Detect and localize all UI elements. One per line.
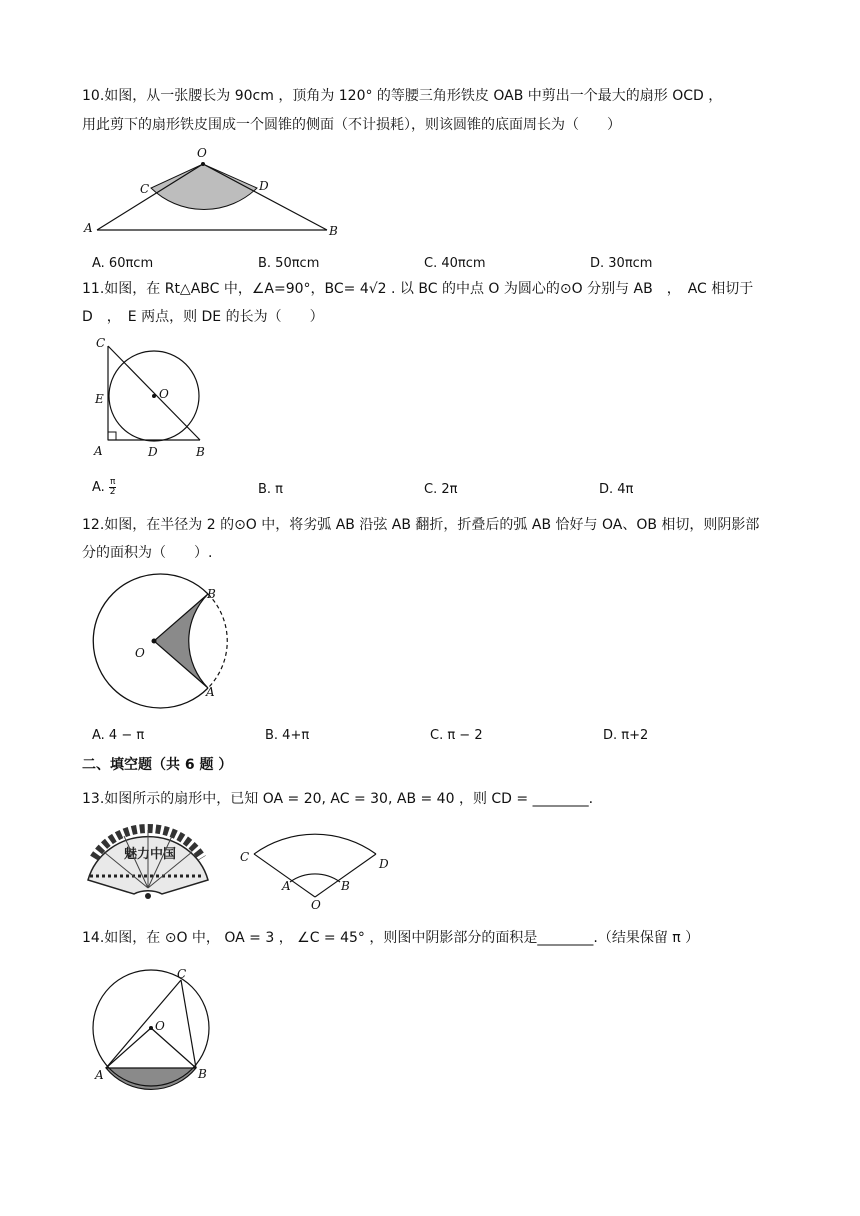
q10-label-d: D — [259, 179, 269, 193]
q11-option-d: D. 4π — [599, 482, 634, 497]
q14-label-o: O — [155, 1019, 165, 1033]
q13-figure — [236, 818, 396, 912]
q12-stem-line2: 分的面积为（ ）. — [82, 545, 213, 561]
q11-option-c: C. 2π — [424, 482, 458, 497]
q11-option-a-denominator: 2 — [109, 487, 116, 497]
q14-radius-ob — [151, 1028, 196, 1068]
q13-label-c: C — [240, 850, 250, 864]
q10-label-c: C — [140, 182, 150, 196]
q11-stem-line1: 11.如图，在 Rt△ABC 中，∠A=90°，BC= 4√2 . 以 BC 的中点 O 为圆心的⊙O 分别与 AB ， AC 相切于 — [82, 281, 754, 297]
q13-arc-cd — [254, 834, 376, 854]
q13-stem-line1: 13.如图所示的扇形中，已知 OA = 20, AC = 30, AB = 40 ，则 CD = ________. — [82, 791, 594, 807]
q10-option-c: C. 40πcm — [424, 256, 486, 271]
q11-point-o — [152, 394, 156, 398]
q14-figure — [88, 964, 220, 1088]
q10-option-a: A. 60πcm — [92, 256, 154, 271]
q12-circle-major-arc — [93, 574, 208, 708]
q12-option-c: C. π − 2 — [430, 728, 483, 743]
q14-label-b: B — [198, 1067, 207, 1081]
section-heading-fill-in: 二、填空题（共 6 题 ） — [82, 757, 233, 773]
q12-figure — [84, 576, 234, 716]
q14-label-a: A — [95, 1068, 104, 1082]
q12-shaded-region — [154, 594, 208, 688]
q11-stem-line2: D ， E 两点，则 DE 的长为（ ） — [82, 309, 324, 325]
q10-label-o: O — [197, 146, 207, 160]
q14-radius-oa — [106, 1028, 151, 1068]
q14-chord-bc — [181, 980, 196, 1068]
q12-option-a: A. 4 − π — [92, 728, 145, 743]
q11-side-cb — [108, 346, 200, 440]
q12-circle-minor-arc-dashed — [208, 594, 227, 688]
q12-label-a: A — [206, 685, 215, 699]
q11-label-e: E — [95, 392, 104, 406]
q14-chord-ac — [106, 980, 181, 1068]
q14-stem-line1: 14.如图，在 ⊙O 中， OA = 3 ， ∠C = 45° ，则图中阴影部分的面积是________.（结果保留 π ） — [82, 930, 700, 946]
q10-point-o — [201, 162, 205, 166]
q10-figure — [80, 144, 350, 240]
q11-label-c: C — [96, 336, 106, 350]
q10-option-b: B. 50πcm — [258, 256, 320, 271]
q11-label-b: B — [196, 445, 205, 459]
q11-option-a-prefix: A. — [92, 480, 105, 495]
q12-label-b: B — [207, 587, 216, 601]
q10-label-b: B — [329, 224, 338, 238]
q10-option-d: D. 30πcm — [590, 256, 653, 271]
q14-label-c: C — [177, 967, 187, 981]
q12-stem-line1: 12.如图，在半径为 2 的⊙O 中，将劣弧 AB 沿弦 AB 翻折，折叠后的弧 AB 恰好与 OA、OB 相切，则阴影部 — [82, 517, 760, 533]
q10-stem-line1: 10.如图，从一张腰长为 90cm ，顶角为 120° 的等腰三角形铁皮 OAB 中剪出一个最大的扇形 OCD ， — [82, 88, 723, 104]
q13-arc-ab — [290, 874, 340, 882]
q13-folding-fan-photo — [84, 818, 214, 902]
q11-option-b: B. π — [258, 482, 284, 497]
q11-option-a — [92, 478, 116, 497]
q10-label-a: A — [84, 221, 93, 235]
q13-label-b: B — [341, 879, 350, 893]
q11-label-d: D — [148, 445, 158, 459]
q11-option-a-numerator: π — [109, 477, 116, 487]
q13-label-a: A — [282, 879, 291, 893]
q12-label-o: O — [135, 646, 145, 660]
q13-label-o: O — [311, 898, 321, 912]
q11-option-a-fraction — [109, 478, 116, 497]
q14-point-o — [149, 1026, 153, 1030]
q13-fan-text: 魅力中国 — [124, 847, 177, 862]
q12-option-d: D. π+2 — [603, 728, 649, 743]
q11-right-angle-mark — [108, 432, 116, 440]
q10-stem-line2: 用此剪下的扇形铁皮围成一个圆锥的侧面（不计损耗），则该圆锥的底面周长为（ ） — [82, 117, 621, 133]
q11-label-a: A — [94, 444, 103, 458]
q12-option-b: B. 4+π — [265, 728, 310, 743]
q13-label-d: D — [379, 857, 389, 871]
q11-label-o: O — [159, 387, 169, 401]
q11-figure — [88, 334, 218, 462]
q12-point-o — [152, 639, 157, 644]
